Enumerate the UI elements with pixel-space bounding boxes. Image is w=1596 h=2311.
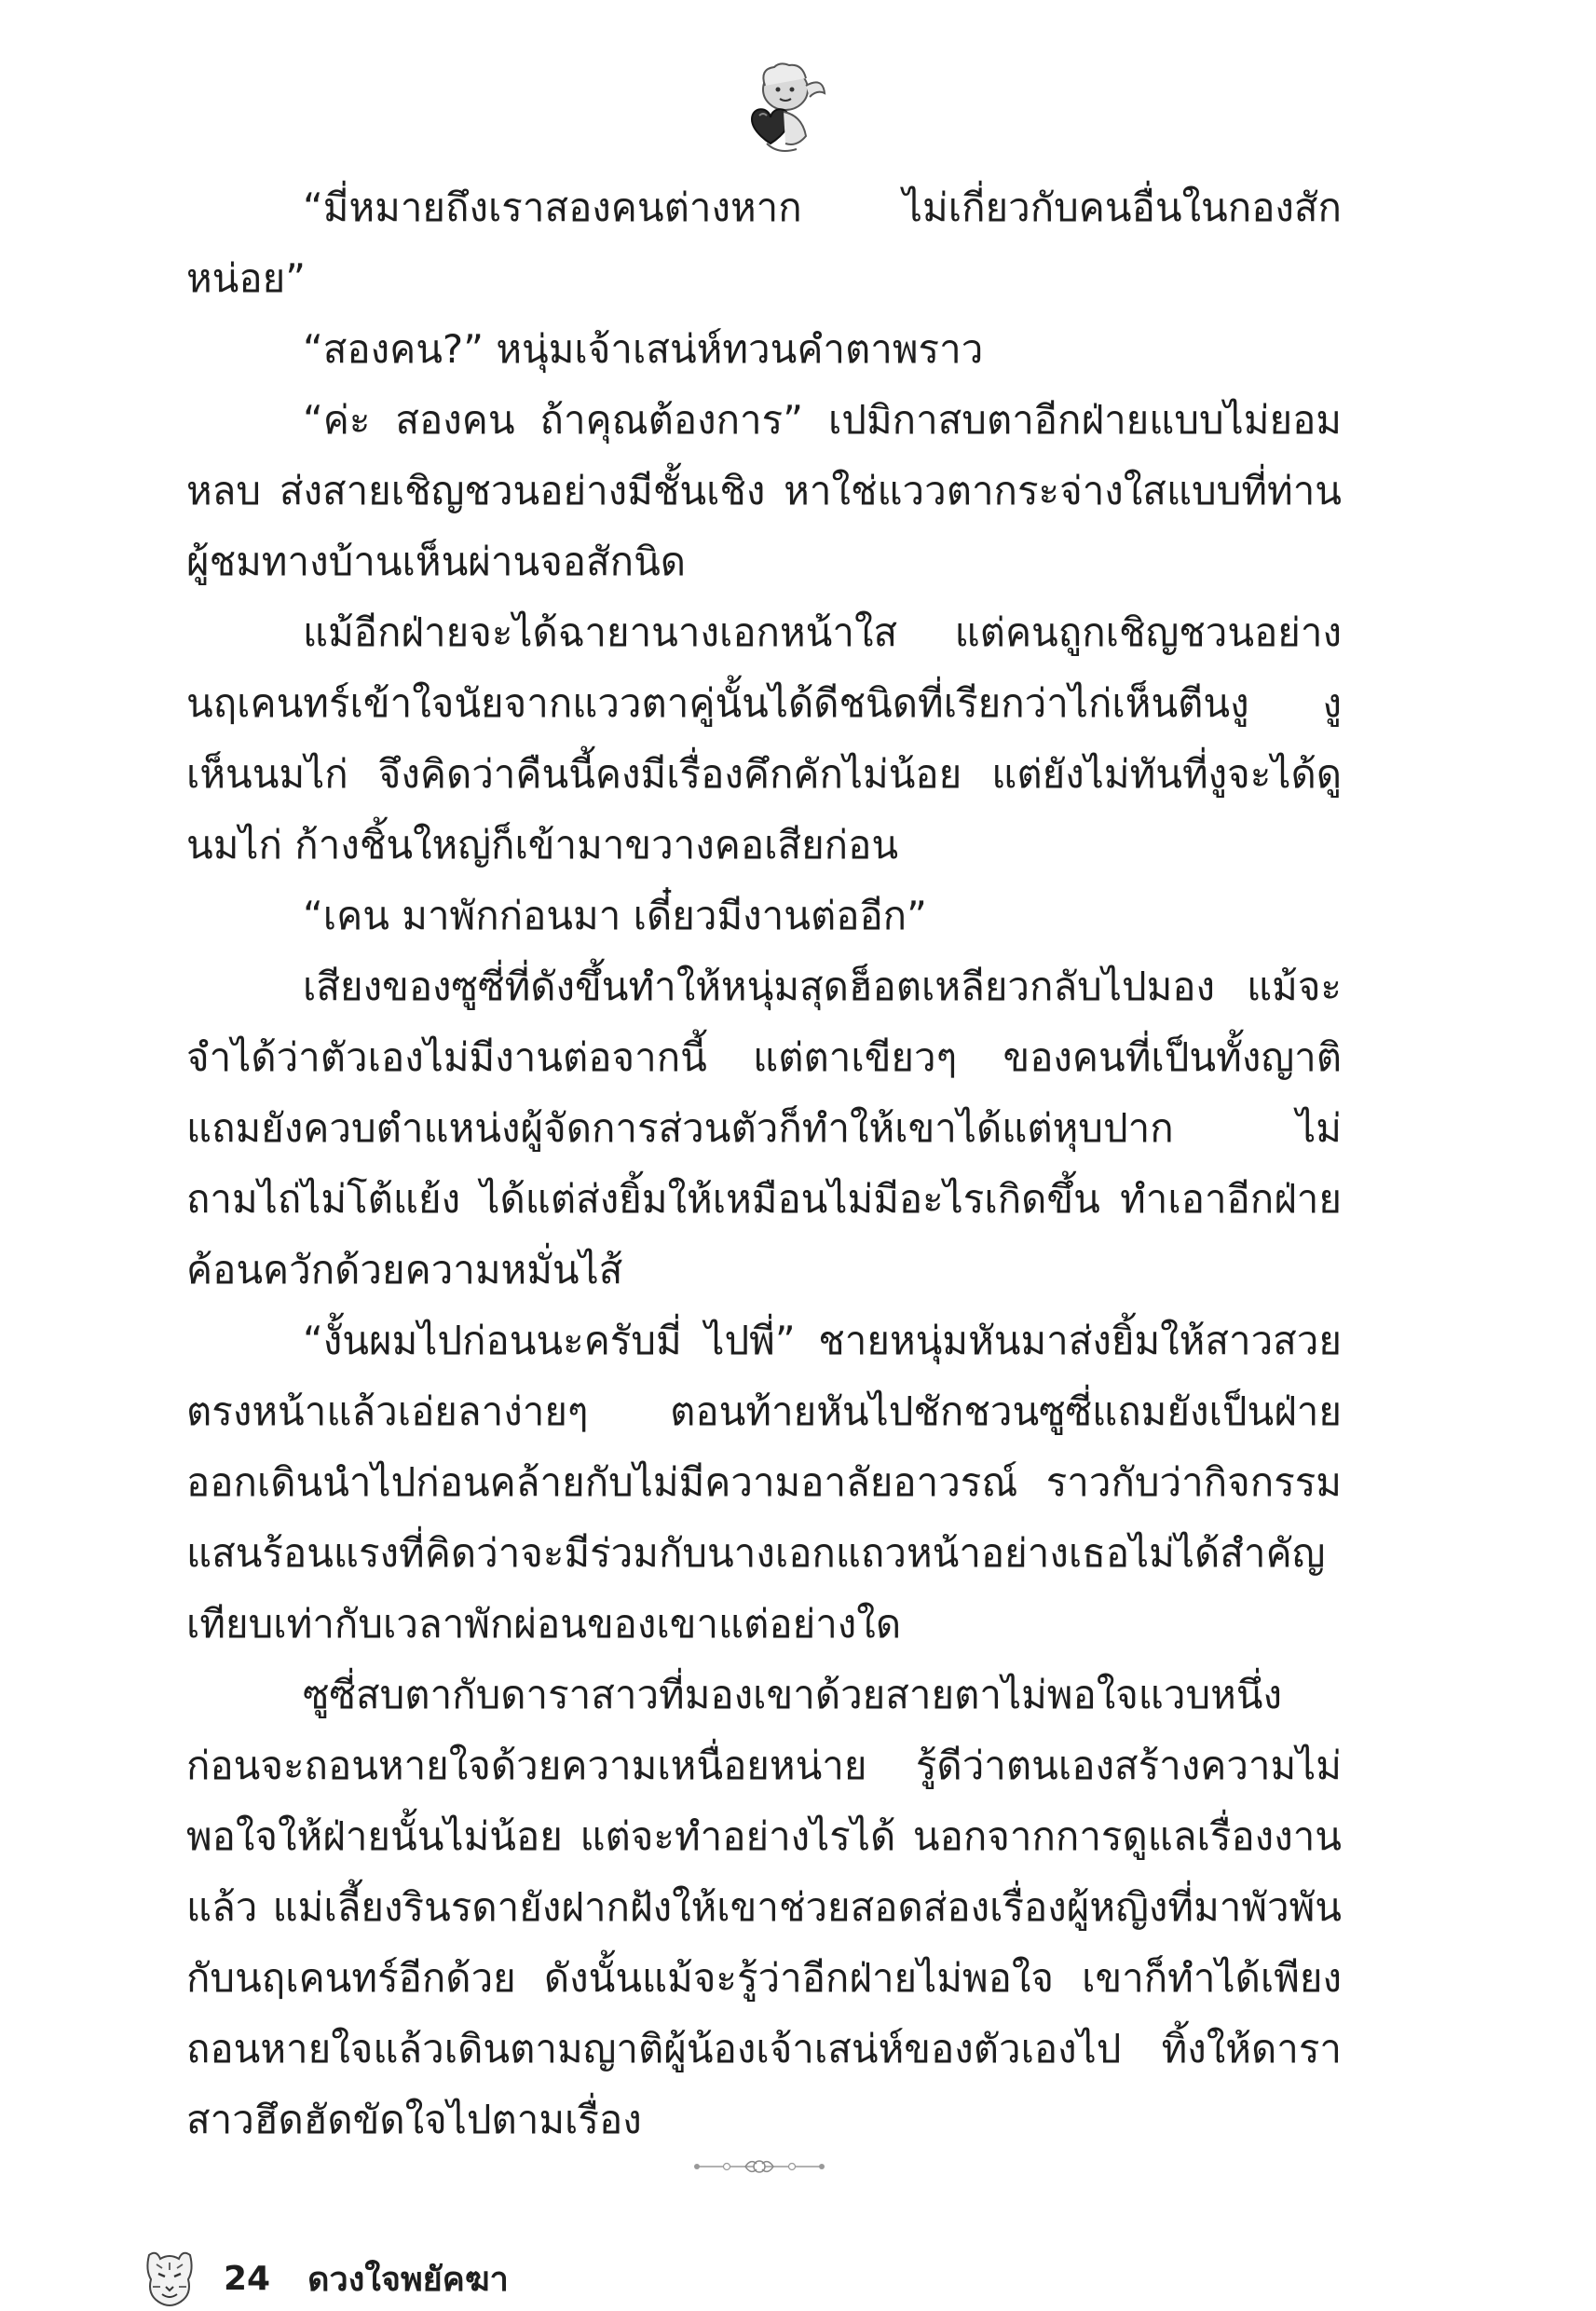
flourish-divider-icon (689, 2153, 829, 2181)
paragraph: “มี่หมายถึงเราสองคนต่างหาก ไม่เกี่ยวกับคนอื่นในกองสักหน่อย” (186, 185, 1342, 301)
book-title: ดวงใจพยัคฆา (307, 2260, 509, 2299)
tiger-emblem-icon (140, 2246, 199, 2311)
paragraph: “ค่ะ สองคน ถ้าคุณต้องการ” เปมิกาสบตาอีกฝ่ายแบบไม่ยอมหลบ ส่งสายเชิญชวนอย่างมีชั้นเชิง หาใช่แววตากระจ่างใสแบบที่ท่านผู้ชมทางบ้านเห็นผ่านจอสักนิด (186, 397, 1342, 584)
cupid-heart-ornament-icon (731, 58, 834, 156)
body-text (186, 172, 1342, 2155)
paragraph: “สองคน?” หนุ่มเจ้าเสน่ห์ทวนคำตาพราว (303, 326, 984, 372)
paragraph: ซูซี่สบตากับดาราสาวที่มองเขาด้วยสายตาไม่พอใจแวบหนึ่งก่อนจะถอนหายใจด้วยความเหนื่อยหน่าย รู้ดีว่าตนเองสร้างความไม่พอใจให้ฝ่ายนั้นไม่น้อย แต่จะทำอย่างไรได้ นอกจากการดูแลเรื่องงานแล้ว แม่เลี้ยงรินรดายังฝากฝังให้เขาช่วยสอดส่องเรื่องผู้หญิงที่มาพัวพันกับนฤเคนทร์อีกด้วย ดังนั้นแม้จะรู้ว่าอีกฝ่ายไม่พอใจ เขาก็ทำได้เพียงถอนหายใจแล้วเดินตามญาติผู้น้องเจ้าเสน่ห์ของตัวเองไป ทิ้งให้ดาราสาวฮึดฮัดขัดใจไปตามเรื่อง (186, 1672, 1342, 2142)
paragraph: “เคน มาพักก่อนมา เดี๋ยวมีงานต่ออีก” (303, 893, 927, 938)
paragraph: แม้อีกฝ่ายจะได้ฉายานางเอกหน้าใส แต่คนถูกเชิญชวนอย่างนฤเคนทร์เข้าใจนัยจากแววตาคู่นั้นได้ดีชนิดที่เรียกว่าไก่เห็นตีนงู งูเห็นนมไก่ จึงคิดว่าคืนนี้คงมีเรื่องคึกคักไม่น้อย แต่ยังไม่ทันที่งูจะได้ดูนมไก่ ก้างชิ้นใหญ่ก็เข้ามาขวางคอเสียก่อน (186, 609, 1342, 868)
page-number: 24 (224, 2259, 271, 2298)
paragraph: เสียงของซูซี่ที่ดังขึ้นทำให้หนุ่มสุดฮ็อตเหลียวกลับไปมอง แม้จะจำได้ว่าตัวเองไม่มีงานต่อจากนี้ แต่ตาเขียวๆ ของคนที่เป็นทั้งญาติแถมยังควบตำแหน่งผู้จัดการส่วนตัวก็ทำให้เขาได้แต่หุบปาก ไม่ถามไถ่ไม่โต้แย้ง ได้แต่ส่งยิ้มให้เหมือนไม่มีอะไรเกิดขึ้น ทำเอาอีกฝ่ายค้อนควักด้วยความหมั่นไส้ (186, 964, 1342, 1292)
paragraph: “งั้นผมไปก่อนนะครับมี่ ไปพี่” ชายหนุ่มหันมาส่งยิ้มให้สาวสวยตรงหน้าแล้วเอ่ยลาง่ายๆ ตอนท้ายหันไปชักชวนซูซี่แถมยังเป็นฝ่ายออกเดินนำไปก่อนคล้ายกับไม่มีความอาลัยอาวรณ์ ราวกับว่ากิจกรรมแสนร้อนแรงที่คิดว่าจะมีร่วมกับนางเอกแถวหน้าอย่างเธอไม่ได้สำคัญเทียบเท่ากับเวลาพักผ่อนของเขาแต่อย่างใด (186, 1318, 1342, 1647)
page-footer (140, 2246, 509, 2311)
